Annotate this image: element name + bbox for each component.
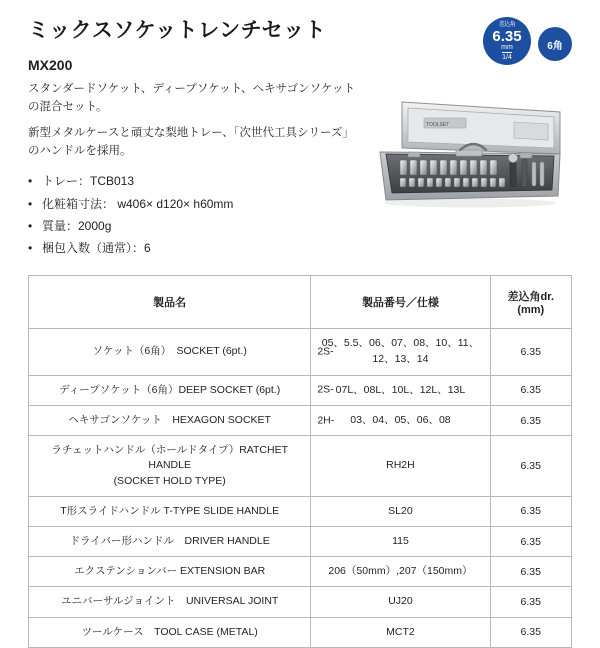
cell-drive-size: 6.35 xyxy=(490,436,571,497)
column-header-name: 製品名 xyxy=(29,276,311,329)
cell-product-name: T形スライドハンドル T-TYPE SLIDE HANDLE xyxy=(29,496,311,526)
tool-case-illustration xyxy=(364,96,576,214)
cell-product-name: ユニバーサルジョイント UNIVERSAL JOINT xyxy=(29,587,311,617)
cell-product-number: UJ20 xyxy=(311,587,490,617)
cell-drive-size: 6.35 xyxy=(490,375,571,405)
cell-product-number xyxy=(311,405,490,435)
number-prefix: 2H- xyxy=(317,413,335,426)
number-value: 07L、08L、10L、12L、13L xyxy=(335,383,466,396)
cell-drive-size: 6.35 xyxy=(490,329,571,376)
cell-drive-size: 6.35 xyxy=(490,496,571,526)
table-row xyxy=(29,375,572,405)
cell-product-number: 206（50mm）,207（150mm） xyxy=(311,557,490,587)
drive-size-badge xyxy=(484,18,530,64)
cell-product-number: MCT2 xyxy=(311,617,490,647)
product-name-line-2: (SOCKET HOLD TYPE) xyxy=(113,474,226,487)
drive-badge-value: 6.35 xyxy=(492,27,522,45)
cell-drive-size: 6.35 xyxy=(490,405,571,435)
badge-group xyxy=(484,18,572,64)
cell-drive-size: 6.35 xyxy=(490,527,571,557)
product-description-1: スタンダードソケット、ディープソケット、ヘキサゴンソケットの混合セット。 xyxy=(28,83,355,113)
cell-product-name: エクステンションバー EXTENSION BAR xyxy=(29,557,311,587)
cell-drive-size: 6.35 xyxy=(490,617,571,647)
specification-table xyxy=(28,275,572,648)
number-line-1: 05、5.5、06、07、08、10、11、 xyxy=(321,337,480,350)
cell-product-name: ドライバー形ハンドル DRIVER HANDLE xyxy=(29,527,311,557)
cell-product-number: SL20 xyxy=(311,496,490,526)
model-number: MX200 xyxy=(28,57,73,74)
drive-badge-top-label: 差込角 xyxy=(498,21,516,28)
list-item: • 梱包入数（通常）：6 xyxy=(28,237,572,259)
hex-badge-label: 6角 xyxy=(547,40,563,52)
cell-product-name: ツールケース TOOL CASE (METAL) xyxy=(29,617,311,647)
column-header-number: 製品番号／仕様 xyxy=(311,276,490,329)
svg-text:TOOLSET: TOOLSET xyxy=(426,122,450,128)
number-line-2: 12、13、14 xyxy=(372,352,429,365)
list-item: • 化粧箱寸法： w406× d120× h60mm xyxy=(28,193,572,215)
cell-product-name: ソケット（6角） SOCKET (6pt.) xyxy=(29,329,311,376)
cell-drive-size: 6.35 xyxy=(490,557,571,587)
table-row xyxy=(29,329,572,376)
table-header-row xyxy=(29,276,572,329)
table-row xyxy=(29,527,572,557)
cell-product-number: RH2H xyxy=(311,436,490,497)
page-header xyxy=(28,18,572,61)
product-name-line-1: ラチェットハンドル（ホールドタイプ）RATCHET HANDLE xyxy=(51,444,288,472)
table-row xyxy=(29,587,572,617)
list-item: • トレー：TCB013 xyxy=(28,170,572,192)
hex-type-badge xyxy=(538,27,572,61)
number-prefix: 2S- xyxy=(317,383,334,396)
table-row xyxy=(29,405,572,435)
cell-product-number: 115 xyxy=(311,527,490,557)
number-value: 03、04、05、06、08 xyxy=(350,413,451,426)
table-row xyxy=(29,617,572,647)
cell-product-name xyxy=(29,436,311,497)
number-prefix: 2S- xyxy=(317,345,334,358)
cell-drive-size: 6.35 xyxy=(490,587,571,617)
list-item: • 質量：2000g xyxy=(28,215,572,237)
cell-product-name: ヘキサゴンソケット HEXAGON SOCKET xyxy=(29,405,311,435)
table-row xyxy=(29,496,572,526)
cell-product-number xyxy=(311,329,490,376)
page-title: ミックスソケットレンチセット xyxy=(28,19,327,42)
product-photo xyxy=(364,96,576,214)
drive-badge-unit: mm xyxy=(501,43,513,51)
cell-product-number xyxy=(311,375,490,405)
product-description-2: 新型メタルケースと頑丈な梨地トレー、「次世代工具シリーズ」のハンドルを採用。 xyxy=(28,126,354,157)
column-header-drive xyxy=(490,276,571,329)
column-header-drive-line2: (mm) xyxy=(517,304,545,317)
table-row xyxy=(29,436,572,497)
drive-badge-fraction: 1/4 xyxy=(502,53,512,61)
cell-product-name: ディープソケット（6角）DEEP SOCKET (6pt.) xyxy=(29,375,311,405)
table-row xyxy=(29,557,572,587)
column-header-drive-line1: 差込角dr. xyxy=(507,291,554,304)
